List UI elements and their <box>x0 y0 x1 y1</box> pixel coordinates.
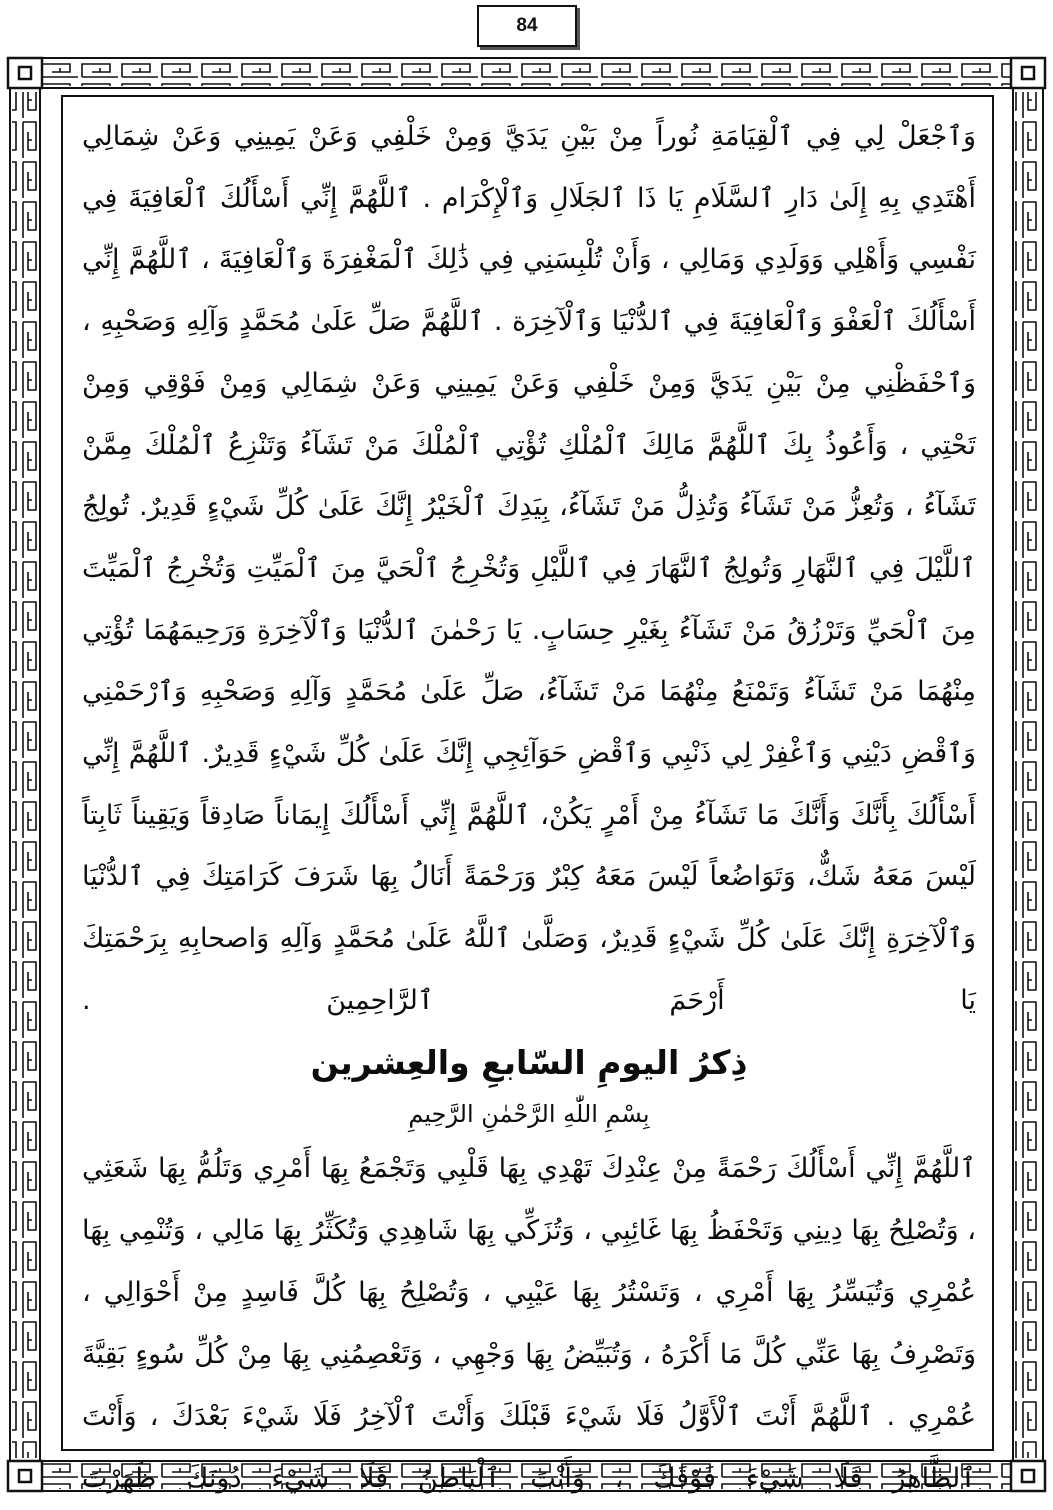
page-number: 84 <box>477 5 577 47</box>
section-heading: ذِكرُ اليومِ السّابعِ والعِشرين <box>310 1042 748 1082</box>
supplication-paragraph-1: وَٱجْعَلْ لِي فِي ٱلْقِيَامَةِ نُوراً مِنْ بَيْنِ يَدَيَّ وَمِنْ خَلْفِي وَعَنْ يَمِينِي وَعَنْ شِمَالِي أَهْتَدِي بِهِ إِلَىٰ دَارِ ٱلسَّلَامِ يَا ذَا ٱلجَلَالِ وَٱلْإِكْرَام . ٱللَّهُمَّ إِنِّي أَسْأَلُكَ ٱلْعَافِيَةَ فِي نَفْسِي وَأَهْلِي وَوَلَدِي وَمَالِي ، وَأَنْ تُلْبِسَنِي فِي ذَٰلِكَ ٱلْمَغْفِرَةَ وَٱلْعَافِيَةَ ، ٱللَّهُمَّ إِنِّي أَسْأَلُكَ ٱلْعَفْوَ وَٱلْعَافِيَةَ فِي ٱلدُّنْيَا وَٱلْآخِرَة . ٱللَّهُمَّ صَلِّ عَلَىٰ مُحَمَّدٍ وَآلِهِ وَصَحْبِهِ ، وَٱحْفَظْنِي مِنْ بَيْنِ يَدَيَّ وَمِنْ خَلْفِي وَعَنْ يَمِينِي وَعَنْ شِمَالِي وَمِنْ فَوْقِي وَمِنْ تَحْتِي ، وَأَعُوذُ بِكَ ٱللَّهُمَّ مَالِكَ ٱلْمُلْكِ تُؤْتِي ٱلْمُلْكَ مَنْ تَشَآءُ وَتَنْزِعُ ٱلْمُلْكَ مِمَّنْ تَشَآءُ ، وَتُعِزُّ مَنْ تَشَآءُ وَتُذِلُّ مَنْ تَشَآءُ، بِيَدِكَ ٱلْخَيْرُ إِنَّكَ عَلَىٰ كُلِّ شَيْءٍ قَدِيرٌ. تُولِجُ ٱللَّيْلَ فِي ٱلنَّهَارِ وَتُولِجُ ٱلنَّهَارَ فِي ٱللَّيْلِ وَتُخْرِجُ ٱلْحَيَّ مِنَ ٱلْمَيِّتِ وَتُخْرِجُ ٱلْمَيِّتَ مِنَ ٱلْحَيِّ وَتَرْزُقُ مَنْ تَشَآءُ بِغَيْرِ حِسَابٍ. يَا رَحْمٰنَ ٱلدُّنْيَا وَٱلْآخِرَةِ وَرَحِيمَهُمَا تُؤْتِي مِنْهُمَا مَنْ تَشَآءُ وَتَمْنَعُ مِنْهُمَا مَنْ تَشَآءُ، صَلِّ عَلَىٰ مُحَمَّدٍ وَآلِهِ وَصَحْبِهِ وَٱرْحَمْنِي وَٱقْضِ دَيْنِي وَٱغْفِرْ لِي ذَنْبِي وَٱقْضِ حَوَآئِجِي إِنَّكَ عَلَىٰ كُلِّ شَيْءٍ قَدِيرٌ. ٱللَّهُمَّ إِنِّي أَسْأَلُكَ بِأَنَّكَ وَأَنَّكَ مَا تَشَآءُ مِنْ أَمْرٍ يَكُنْ، ٱللَّهُمَّ إِنِّي أَسْأَلُكَ إِيمَاناً صَادِقاً وَيَقِيناً ثَابِتاً لَيْسَ مَعَهُ شَكٌّ، وَتَوَاضُعاً لَيْسَ مَعَهُ كِبْرٌ وَرَحْمَةً أَنَالُ بِهَا شَرَفَ كَرَامَتِكَ فِي ٱلدُّنْيَا وَٱلْآخِرَةِ إِنَّكَ عَلَىٰ كُلِّ شَيْءٍ قَدِيرٌ، وَصَلَّىٰ ٱللَّهُ عَلَىٰ مُحَمَّدٍ وَآلِهِ وَاصحابِهِ بِرَحْمَتِكَ يَا أَرْحَمَ ٱلرَّاحِمِينَ . <box>82 121 976 1016</box>
basmala: بِسْمِ اللّٰهِ الرَّحْمٰنِ الرَّحِيمِ <box>408 1099 650 1128</box>
page-content <box>82 106 976 1494</box>
supplication-paragraph-2: ٱللَّهُمَّ إِنِّي أَسْأَلُكَ رَحْمَةً مِنْ عِنْدِكَ تَهْدِي بِهَا قَلْبِي وَتَجْمَعُ بِهَا أَمْرِي وَتَلُمُّ بِهَا شَعَثِي ، وَتُصْلِحُ بِهَا دِينِي وَتَحْفَظُ بِهَا غَائِبِي ، وَتُزَكِّي بِهَا شَاهِدِي وَتُكَثِّرُ بِهَا مَالِي ، وَتُنْمِي بِهَا عُمْرِي وَتُيَسِّرُ بِهَا أَمْرِي ، وَتَسْتُرُ بِهَا عَيْبِي ، وَتُصْلِحُ بِهَا كُلَّ فَاسِدٍ مِنْ أَحْوَالِي ، وَتَصْرِفُ بِهَا عَنِّي كُلَّ مَا أَكْرَهُ ، وَتُبَيِّضُ بِهَا وَجْهِي ، وَتَعْصِمُنِي بِهَا مِنْ كُلِّ سُوءٍ بَقِيَّةَ عُمْرِي . ٱللَّهُمَّ أَنْتَ ٱلْأَوَّلُ فَلَا شَيْءَ قَبْلَكَ وَأَنْتَ ٱلْآخِرُ فَلَا شَيْءَ بَعْدَكَ ، وَأَنْتَ ٱلظَّاهِرُ فَلَا شَيْءَ فَوْقَكَ ، وَأَنْتَ ٱلْبَاطِنُ فَلَا شَيْءَ دُونَكَ ظَهَرْتَ <box>82 1152 976 1494</box>
